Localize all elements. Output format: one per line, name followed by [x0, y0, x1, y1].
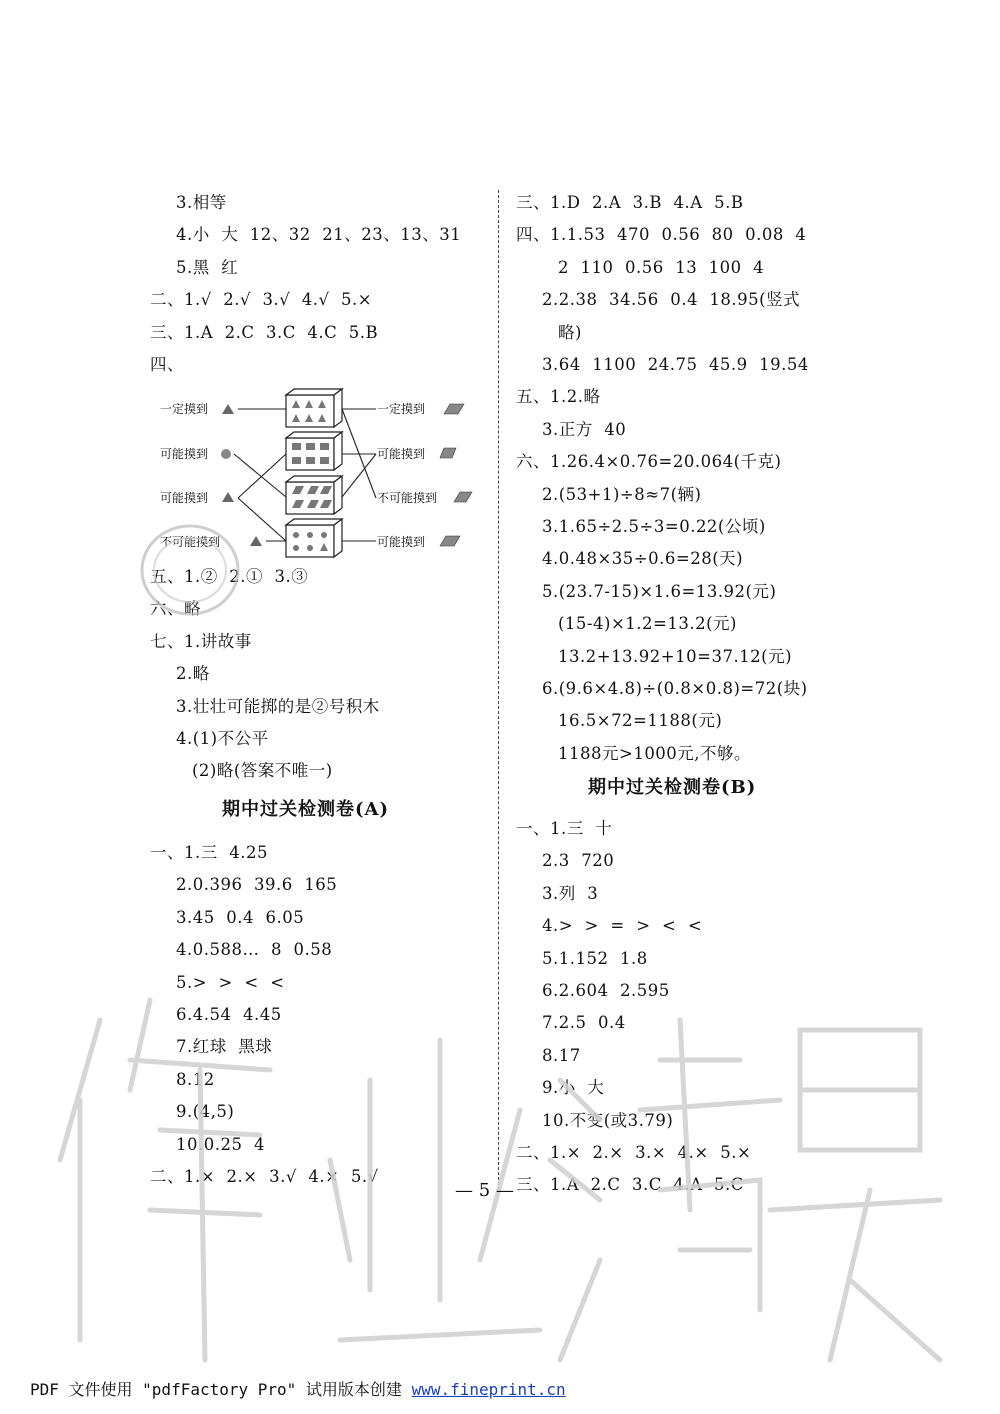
answer-line: 2.2.38 34.56 0.4 18.95(竖式 [542, 290, 801, 310]
triangle-icon [250, 536, 262, 546]
answer-line: 6.4.54 4.45 [176, 1005, 282, 1024]
stripe-icon [444, 404, 464, 414]
box-2 [286, 432, 342, 470]
answer-line: 4.小 大 12、32 21、23、13、31 [176, 225, 462, 245]
answer-line: 五、1.② 2.① 3.③ [150, 567, 309, 586]
stripe-icon [454, 492, 472, 502]
triangle-icon [222, 492, 234, 502]
answer-line: 4.0.48×35÷0.6=28(天) [542, 549, 744, 569]
right-label-1: 一定摸到 [377, 402, 426, 416]
answer-line: 10.不变(或3.79) [542, 1110, 674, 1130]
footer-link[interactable]: www.fineprint.cn [411, 1380, 566, 1399]
left-label-4: 不可能摸到 [160, 535, 221, 549]
answer-line: 3.64 1100 24.75 45.9 19.54 [542, 355, 809, 374]
answer-line: 二、1.√ 2.√ 3.√ 4.√ 5.× [150, 290, 373, 310]
right-label-3: 不可能摸到 [377, 491, 438, 505]
answer-line: 8.12 [176, 1069, 215, 1089]
answer-line: 6.(9.6×4.8)÷(0.8×0.8)=72(块) [542, 679, 808, 698]
answer-line: 4.0.588… 8 0.58 [176, 940, 333, 960]
answer-line: 16.5×72=1188(元) [558, 711, 723, 731]
answer-line: 三、1.A 2.C 3.C 4.A 5.C [516, 1175, 744, 1195]
answer-line: 4.(1)不公平 [176, 729, 269, 748]
answer-line: 4.> > = > < < [542, 916, 703, 936]
footer [30, 1377, 566, 1400]
answer-line: 三、1.A 2.C 3.C 4.C 5.B [150, 322, 379, 342]
answer-line: 一、1.三 十 [516, 819, 613, 838]
triangle-icon [222, 404, 234, 414]
box-4 [286, 519, 342, 557]
answer-line: 四、1.1.53 470 0.56 80 0.08 4 [516, 225, 807, 245]
answer-line: 5.> > < < [176, 972, 285, 992]
box-3 [286, 476, 342, 514]
answer-line: 二、1.× 2.× 3.× 4.× 5.× [516, 1143, 752, 1162]
answer-line: 一、1.三 4.25 [150, 843, 268, 862]
answer-line: 5.1.152 1.8 [542, 948, 648, 968]
answer-line: 3.列 3 [542, 883, 599, 903]
answer-line: 五、1.2.略 [516, 387, 601, 407]
matching-diagram [150, 380, 490, 560]
answer-line: 六、1.26.4×0.76=20.064(千克) [516, 452, 782, 472]
right-label-2: 可能摸到 [377, 447, 426, 461]
answer-line: 四、 [150, 355, 184, 374]
answer-line: 略) [558, 322, 582, 342]
answer-line: 2 110 0.56 13 100 4 [558, 257, 765, 277]
right-label-4: 可能摸到 [377, 535, 426, 549]
column-divider [498, 190, 499, 1190]
answer-line: 7.2.5 0.4 [542, 1013, 626, 1033]
answer-line: 六、略 [150, 599, 201, 619]
answer-line: 3.相等 [176, 193, 227, 212]
answer-line: 七、1.讲故事 [150, 631, 252, 651]
answer-line: 3.正方 40 [542, 419, 627, 439]
answer-line: 8.17 [542, 1045, 581, 1065]
heading-midterm-b: 期中过关检测卷(B) [588, 777, 757, 798]
heading-midterm-a: 期中过关检测卷(A) [222, 799, 389, 820]
answer-line: 10.0.25 4 [176, 1134, 265, 1154]
answer-line: 9.(4,5) [176, 1102, 235, 1122]
answer-line: 9.小 大 [542, 1078, 605, 1098]
answer-line: 3.壮壮可能掷的是②号积木 [176, 696, 380, 716]
answer-line: 2.(53+1)÷8≈7(辆) [542, 484, 702, 504]
answer-line: 2.略 [176, 664, 210, 684]
answer-line: 3.45 0.4 6.05 [176, 907, 305, 927]
answer-line: 三、1.D 2.A 3.B 4.A 5.B [516, 193, 744, 212]
circle-icon [221, 449, 231, 459]
answer-line: 13.2+13.92+10=37.12(元) [558, 646, 793, 666]
answer-line: 2.3 720 [542, 851, 615, 871]
left-label-3: 可能摸到 [160, 491, 209, 505]
left-label-1: 一定摸到 [160, 402, 209, 416]
page-number: — 5 — [455, 1180, 514, 1201]
left-label-2: 可能摸到 [160, 447, 209, 461]
answer-line: (2)略(答案不唯一) [192, 761, 333, 781]
answer-line: 5.黑 红 [176, 257, 239, 277]
footer-text: PDF 文件使用 "pdfFactory Pro" 试用版本创建 [30, 1380, 412, 1399]
stripe-icon [440, 536, 460, 546]
answer-line: 7.红球 黑球 [176, 1037, 273, 1057]
answer-line: 3.1.65÷2.5÷3=0.22(公顷) [542, 517, 766, 536]
answer-line: 二、1.× 2.× 3.√ 4.× 5.√ [150, 1167, 379, 1186]
answer-line: 2.0.396 39.6 165 [176, 875, 338, 895]
answer-line: (15-4)×1.2=13.2(元) [558, 614, 737, 634]
answer-line: 6.2.604 2.595 [542, 981, 670, 1000]
stripe-icon [440, 448, 456, 458]
answer-line: 5.(23.7-15)×1.6=13.92(元) [542, 581, 777, 601]
answer-line: 1188元>1000元,不够。 [558, 743, 752, 763]
